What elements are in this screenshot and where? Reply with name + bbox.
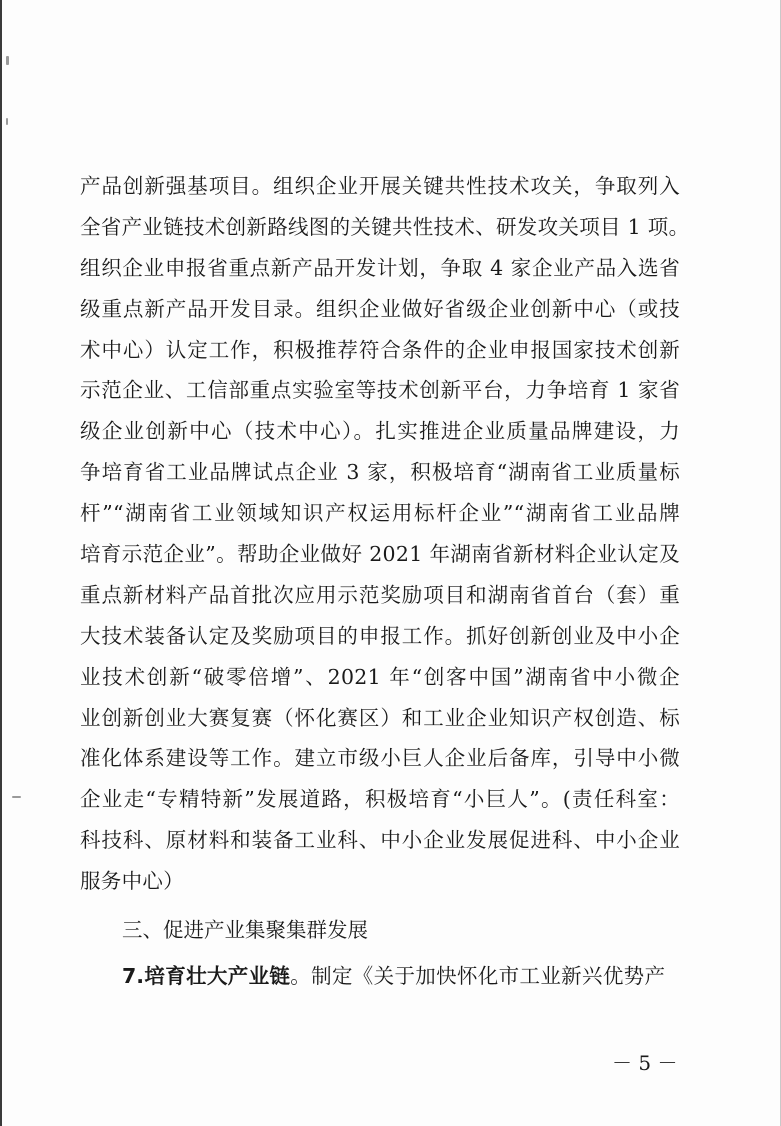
scan-artifact — [6, 118, 8, 125]
subsection-lead: 7.培育壮大产业链 — [122, 964, 291, 988]
paragraph-line: 大技术装备认定及奖励项目的申报工作。抓好创新创业及中小企 — [80, 623, 680, 648]
paragraph-line: 准化体系建设等工作。建立市级小巨人企业后备库，引导中小微 — [80, 746, 680, 771]
paragraph-line: 培育示范企业”。帮助企业做好 2021 年湖南省新材料企业认定及 — [80, 542, 680, 567]
paragraph-line: 重点新材料产品首批次应用示范奖励项目和湖南省首台（套）重 — [80, 582, 680, 607]
subsection-line — [122, 956, 665, 996]
paragraph-line: 科技科、原材料和装备工业科、中小企业发展促进科、中小企业 — [80, 828, 680, 853]
paragraph-line: 服务中心） — [80, 869, 184, 894]
scan-artifact — [6, 56, 9, 65]
paragraph-line: 杆”“湖南省工业领域知识产权运用标杆企业”“湖南省工业品牌 — [80, 501, 680, 526]
paragraph-line: 企业走“专精特新”发展道路，积极培育“小巨人”。(责任科室： — [80, 787, 680, 812]
paragraph-line: 争培育省工业品牌试点企业 3 家，积极培育“湖南省工业质量标 — [80, 460, 680, 485]
paragraph-line: 术中心）认定工作，积极推荐符合条件的企业申报国家技术创新 — [80, 337, 680, 362]
paragraph-line: 业技术创新“破零倍增”、2021 年“创客中国”湖南省中小微企 — [80, 664, 680, 689]
paragraph-line: 级重点新产品开发目录。组织企业做好省级企业创新中心（或技 — [80, 296, 680, 321]
page-number: － 5 － — [612, 1051, 678, 1075]
paragraph-line: 级企业创新中心（技术中心）。扎实推进企业质量品牌建设，力 — [80, 419, 680, 444]
section-heading: 三、促进产业集聚集群发展 — [122, 918, 368, 942]
paragraph-line: 示范企业、工信部重点实验室等技术创新平台，力争培育 1 家省 — [80, 378, 680, 403]
paragraph-line: 产品创新强基项目。组织企业开展关键共性技术攻关，争取列入 — [80, 174, 680, 198]
paragraph-line: 全省产业链技术创新路线图的关键共性技术、研发攻关项目 1 项。 — [80, 214, 690, 239]
subsection-text: 。制定《关于加快怀化市工业新兴优势产 — [290, 964, 666, 988]
paragraph-line: 组织企业申报省重点新产品开发计划，争取 4 家企业产品入选省 — [80, 255, 680, 280]
body-paragraph — [80, 166, 690, 902]
scan-artifact — [12, 796, 21, 798]
paragraph-line: 业创新创业大赛复赛（怀化赛区）和工业企业知识产权创造、标 — [80, 705, 680, 730]
